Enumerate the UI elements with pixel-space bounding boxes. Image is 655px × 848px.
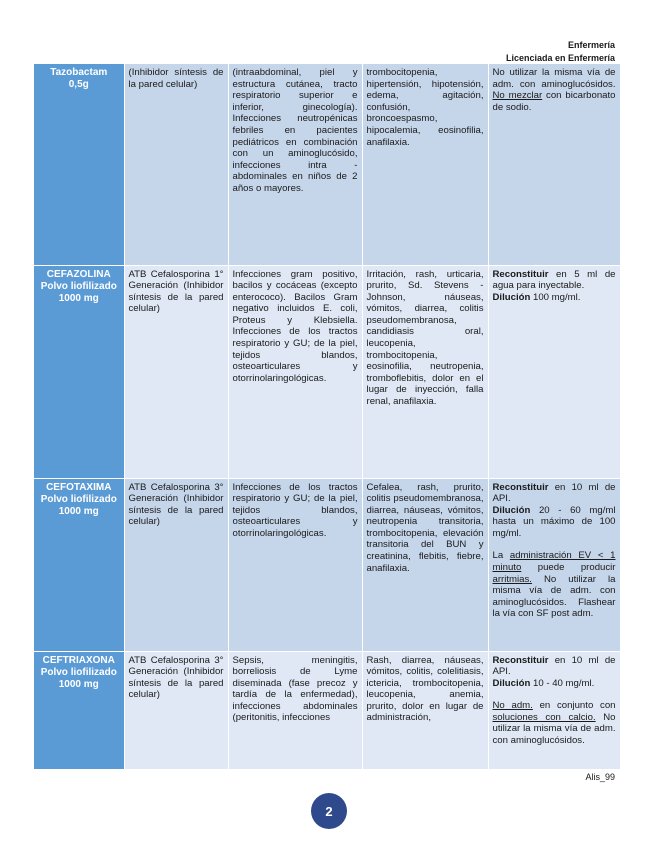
admin-label: Reconstituir	[492, 654, 549, 666]
drug-form: Polvo liofilizado	[40, 280, 117, 292]
administration-cell	[488, 265, 620, 478]
drug-table	[34, 64, 621, 770]
drug-name-cell	[34, 265, 124, 478]
admin-warning-block	[493, 700, 616, 746]
admin-warning: No mezclar	[492, 90, 543, 102]
drug-form: Polvo liofilizado	[40, 666, 117, 678]
admin-note: en 10 ml de API.	[492, 481, 616, 505]
drug-dose: 1000 mg	[58, 678, 99, 690]
admin-warning: arritmias.	[492, 573, 532, 585]
header-title: Enfermería	[567, 40, 615, 50]
adverse-effects-cell: trombocitopenia, hipertensión, hipotensión, edema, agitación, confusión, broncoespasmo, hipocalemia, eosinofilia, anafilaxia.	[362, 64, 488, 265]
admin-label: Dilución	[492, 291, 531, 303]
drug-name-cell	[34, 478, 124, 651]
admin-label: Reconstituir	[492, 268, 549, 280]
admin-label: Reconstituir	[492, 481, 549, 493]
drug-name: CEFAZOLINA	[46, 268, 111, 280]
admin-note: con bicarbonato de sodio.	[492, 90, 616, 113]
admin-note: 10 - 40 mg/ml.	[530, 677, 595, 689]
admin-warning: administración EV < 1 minuto	[492, 550, 616, 574]
adverse-effects-cell: Irritación, rash, urticaria, prurito, Sd. Stevens - Johnson, náuseas, vómitos, diarrea, colitis pseudomembranosa, candidiasis oral, leucopenia, trombocitopenia, eosinofilia, neutropenia, tromboflebitis, dolor en el lugar de inyección, falla renal, anafilaxia.	[362, 265, 488, 478]
drug-name: Tazobactam	[50, 67, 108, 78]
admin-warning-block	[493, 550, 616, 620]
drug-group-cell: ATB Cefalosporina 3° Generación (Inhibidor síntesis de la pared celular)	[124, 651, 228, 769]
indications-cell: Sepsis, meningitis, borreliosis de Lyme diseminada (fase precoz y tardía de la enfermedad), infecciones abdominales (peritonitis, infecciones	[228, 651, 362, 769]
indications-cell: Infecciones de los tractos respiratorio y GU; de la piel, tejidos blandos, osteoarticulares y otorrinolaringológicas.	[228, 478, 362, 651]
drug-name-cell	[34, 64, 124, 265]
admin-note: La	[492, 550, 510, 562]
admin-note: en conjunto con	[532, 700, 616, 712]
drug-name-cell	[34, 651, 124, 769]
table-row	[34, 265, 620, 478]
drug-name: CEFTRIAXONA	[42, 654, 115, 666]
administration-cell	[488, 651, 620, 769]
admin-note: No utilizar la misma vía de adm. con aminoglucósidos.	[492, 67, 616, 90]
adverse-effects-cell: Rash, diarrea, náuseas, vómitos, colitis, colelitiasis, ictericia, trombocitopenia, leucopenia, anemia, prurito, dolor en lugar de administración,	[362, 651, 488, 769]
admin-note: 100 mg/ml.	[530, 291, 581, 303]
table-row	[34, 478, 620, 651]
admin-note: No utilizar la misma vía de adm. con aminoglucósidos. Flashear la vía con SF post adm.	[492, 573, 616, 620]
admin-warning: No adm.	[492, 700, 533, 712]
table-row	[34, 64, 620, 265]
admin-label: Dilución	[492, 677, 531, 689]
admin-note: puede producir	[521, 562, 616, 574]
drug-dose: 0,5g	[68, 79, 89, 90]
administration-cell	[488, 64, 620, 265]
drug-form: Polvo liofilizado	[40, 493, 117, 505]
drug-name: CEFOTAXIMA	[46, 481, 112, 493]
drug-dose: 1000 mg	[58, 505, 99, 517]
admin-note: No utilizar la misma vía de adm. con aminoglucósidos.	[492, 711, 616, 747]
header-subtitle: Licenciada en Enfermería	[505, 53, 615, 63]
adverse-effects-cell: Cefalea, rash, prurito, colitis pseudomembranosa, diarrea, náuseas, vómitos, neutropenia transitoria, trombocitopenia, elevación transitoria del BUN y creatinina, flebitis, fiebre, anafilaxia.	[362, 478, 488, 651]
admin-warning: soluciones con calcio.	[492, 711, 596, 723]
admin-label: Dilución	[492, 504, 531, 516]
footer-author: Alis_99	[585, 772, 615, 782]
page-number-badge: 2	[311, 793, 347, 829]
administration-cell	[488, 478, 620, 651]
indications-cell: Infecciones gram positivo, bacilos y cocáceas (excepto enterococo). Bacilos Gram negativo incluidos E. coli, Proteus y Klebsiella. Infecciones de los tractos respiratorio y GU; de la piel, tejidos blandos, osteoarticulares y otorrinolaringológicas.	[228, 265, 362, 478]
drug-group-cell: (Inhibidor síntesis de la pared celular)	[124, 64, 228, 265]
admin-note: en 5 ml de agua para inyectable.	[492, 268, 616, 292]
table-row	[34, 651, 620, 769]
admin-note: 20 - 60 mg/ml hasta un máximo de 100 mg/ml.	[492, 504, 616, 539]
drug-group-cell: ATB Cefalosporina 1° Generación (Inhibidor síntesis de la pared celular)	[124, 265, 228, 478]
drug-dose: 1000 mg	[58, 292, 99, 304]
indications-cell: (intraabdominal, piel y estructura cutánea, tracto respiratorio superior e inferior, ginecología). Infecciones neutropénicas febriles en pacientes pediátricos en combinación con un aminoglucósido, infecciones intra - abdominales en niños de 2 años o mayores.	[228, 64, 362, 265]
admin-note: en 10 ml de API.	[492, 654, 616, 678]
drug-group-cell: ATB Cefalosporina 3° Generación (Inhibidor síntesis de la pared celular)	[124, 478, 228, 651]
